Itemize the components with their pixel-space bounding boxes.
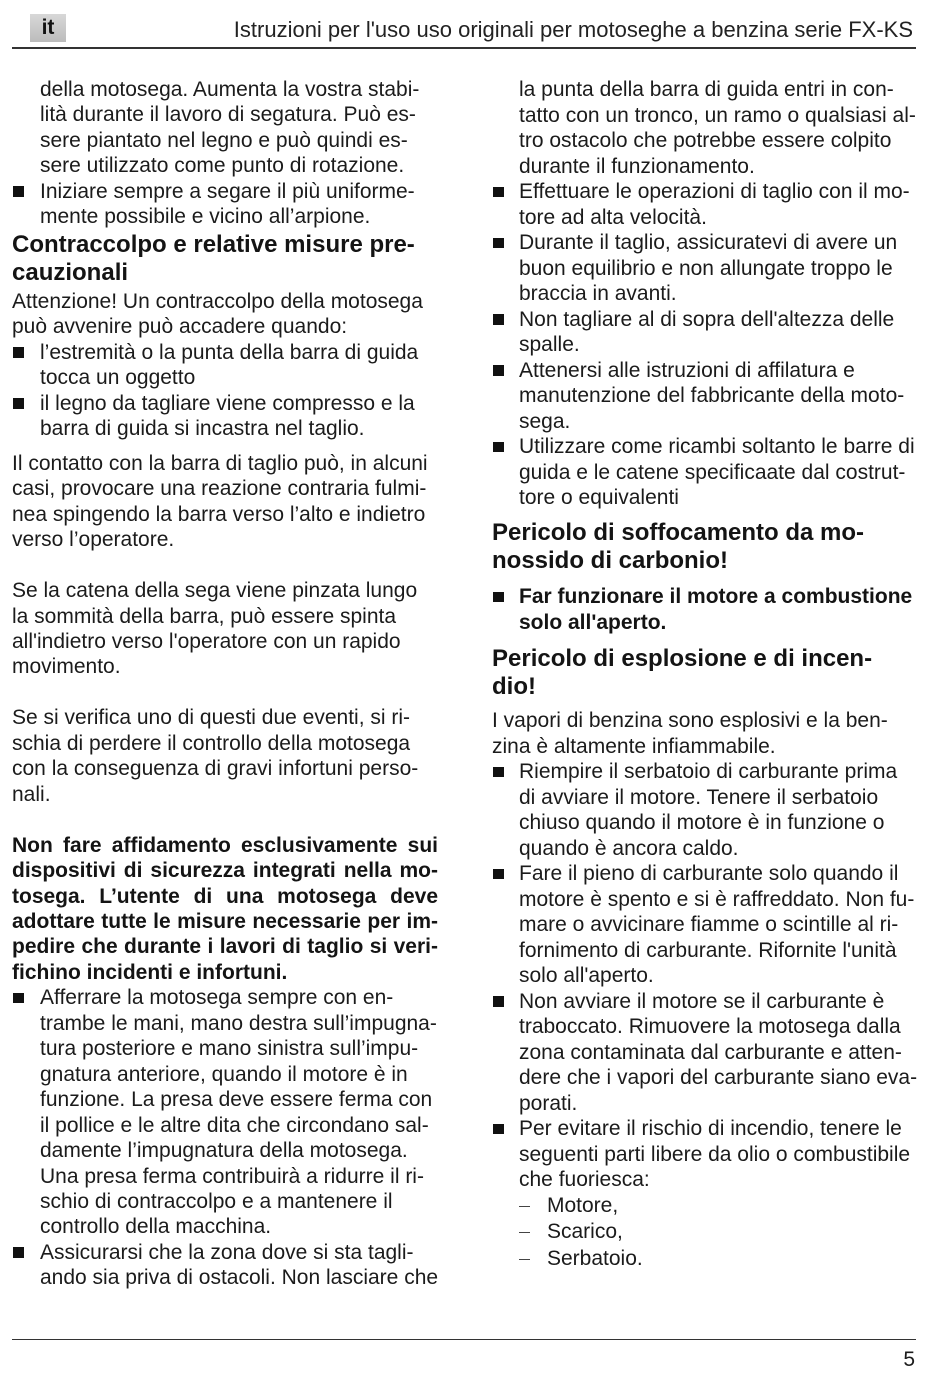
bold-bullet-item xyxy=(492,584,920,635)
text-line: fornimento di carburante. Rifornite l'unità xyxy=(519,938,897,962)
text-line: la punta della barra di guida entri in con- xyxy=(519,78,894,101)
text-line: all'indietro verso l'operatore con un rapido xyxy=(12,629,401,653)
text-line: Fare il pieno di carburante solo quando il xyxy=(519,862,899,885)
text-line: tore ad alta velocità. xyxy=(519,205,707,229)
left-column xyxy=(12,77,438,1291)
text-line: adottare tutte le misure necessarie per im- xyxy=(12,910,438,934)
text-line: gnatura anteriore, quando il motore è in xyxy=(40,1062,408,1086)
text-line: zona contaminata dal carburante e atten- xyxy=(519,1040,902,1064)
text-line: spalle. xyxy=(519,333,580,356)
heading-line: cauzionali xyxy=(12,259,129,287)
square-bullet-icon xyxy=(493,996,504,1007)
text-line: quando è ancora caldo. xyxy=(519,836,739,860)
header-divider xyxy=(12,47,916,49)
text-line: Assicurarsi che la zona dove si sta tagli- xyxy=(40,1240,414,1264)
text-line: schio di contraccolpo e a mantenere il xyxy=(40,1190,393,1214)
paragraph xyxy=(12,289,438,340)
text-line: pedire che durante i lavori di taglio si veri- xyxy=(12,935,438,959)
text-line: della motosega. Aumenta la vostra stabi- xyxy=(40,78,420,101)
text-line: schia di perdere il controllo della motosega xyxy=(12,731,411,755)
bullet-item xyxy=(492,989,920,1117)
section-heading xyxy=(492,645,920,702)
text-line: Il contatto con la barra di taglio può, in alcuni xyxy=(12,451,428,475)
bullet-item xyxy=(492,179,920,230)
text-line: motore è spento e si è raffreddato. Non fu- xyxy=(519,887,915,911)
text-line: con la conseguenza di gravi infortuni perso- xyxy=(12,757,419,781)
text-line: porati. xyxy=(519,1091,578,1115)
square-bullet-icon xyxy=(13,347,24,358)
text-line: movimento. xyxy=(12,655,121,679)
text-line: Attenzione! Un contraccolpo della motosega xyxy=(12,290,423,314)
text-line: il legno da tagliare viene compresso e la xyxy=(40,391,415,415)
text-line: Scarico, xyxy=(547,1220,623,1243)
text-line: nea spingendo la barra verso l’alto e indietro xyxy=(12,502,426,526)
text-line: Se si verifica uno di questi due eventi, si ri- xyxy=(12,706,411,730)
text-line: Iniziare sempre a segare il più uniforme- xyxy=(40,179,415,203)
paragraph xyxy=(12,578,438,680)
text-line: il pollice e le altre dita che circondano sal- xyxy=(40,1113,429,1137)
dash-list-item xyxy=(492,1246,920,1273)
square-bullet-icon xyxy=(493,238,504,249)
square-bullet-icon xyxy=(493,365,504,376)
header-title: Istruzioni per l'uso uso originali per motoseghe a benzina serie FX-KS xyxy=(233,17,913,42)
paragraph xyxy=(12,705,438,807)
text-line: zina è altamente infiammabile. xyxy=(492,734,776,758)
square-bullet-icon xyxy=(493,314,504,325)
text-line: Afferrare la motosega sempre con en- xyxy=(40,986,394,1010)
footer-divider xyxy=(12,1339,916,1340)
heading-line: Pericolo di soffocamento da mo- xyxy=(492,518,865,546)
bullet-item xyxy=(492,358,920,435)
text-line: mare o avvicinare fiamme o scintille al ri- xyxy=(519,913,899,936)
text-line: tore o equivalenti xyxy=(519,486,679,509)
bullet-item xyxy=(492,861,920,989)
section-heading xyxy=(12,231,438,288)
text-line: nali. xyxy=(12,782,51,806)
bullet-item xyxy=(492,307,920,358)
text-line: sere utilizzato come punto di rotazione. xyxy=(40,154,405,178)
heading-line: nossido di carbonio! xyxy=(492,547,729,574)
text-line: I vapori di benzina sono esplosivi e la ben- xyxy=(492,709,888,732)
text-line: Una presa ferma contribuirà a ridurre il ri- xyxy=(40,1164,424,1188)
right-column xyxy=(492,77,920,1272)
text-line: di avviare il motore. Tenere il serbatoio xyxy=(519,785,879,809)
text-line: controllo della macchina. xyxy=(40,1215,272,1239)
text-line: Per evitare il rischio di incendio, tenere le xyxy=(519,1117,902,1140)
bullet-item xyxy=(492,434,920,511)
text-line: l’estremità o la punta della barra di guida xyxy=(40,340,419,364)
text-line: verso l’operatore. xyxy=(12,528,175,552)
text-line: Riempire il serbatoio di carburante prima xyxy=(519,760,898,783)
square-bullet-icon xyxy=(13,186,24,197)
bold-warning-paragraph xyxy=(12,833,438,986)
text-line: Far funzionare il motore a combustione xyxy=(519,585,913,608)
text-line: chiuso quando il motore è in funzione o xyxy=(519,811,885,834)
bullet-item-continued xyxy=(12,77,438,179)
square-bullet-icon xyxy=(493,187,504,198)
text-line: funzione. La presa deve essere ferma con xyxy=(40,1088,433,1112)
text-line: sere piantato nel legno e può quindi es- xyxy=(40,128,408,152)
paragraph xyxy=(12,451,438,553)
page-number: 5 xyxy=(903,1348,915,1371)
dash-list-item xyxy=(492,1219,920,1246)
text-line: fichino incidenti e infortuni. xyxy=(12,960,288,984)
text-line: dere che i vapori del carburante siano eva- xyxy=(519,1066,918,1089)
heading-line: dio! xyxy=(492,673,536,700)
section-heading xyxy=(492,519,920,576)
text-line: Se la catena della sega viene pinzata lungo xyxy=(12,579,418,603)
dash-bullet-icon xyxy=(519,1232,530,1233)
text-line: damente l’impugnatura della motosega. xyxy=(40,1139,408,1163)
text-line: tosega. L’utente di una motosega deve xyxy=(12,884,438,908)
text-line: Utilizzare come ricambi soltanto le barre di xyxy=(519,435,915,458)
text-line: seguenti parti libere da olio o combustibile xyxy=(519,1142,911,1166)
square-bullet-icon xyxy=(493,767,504,778)
text-line: ando sia priva di ostacoli. Non lasciare che xyxy=(40,1266,439,1290)
text-line: manutenzione del fabbricante della moto- xyxy=(519,384,905,407)
text-line: che fuoriesca: xyxy=(519,1168,650,1191)
bullet-item xyxy=(492,230,920,307)
bullet-item xyxy=(12,179,438,230)
square-bullet-icon xyxy=(13,1247,24,1258)
text-line: Non tagliare al di sopra dell'altezza delle xyxy=(519,307,895,331)
dash-bullet-icon xyxy=(519,1206,530,1207)
heading-line: Pericolo di esplosione e di incen- xyxy=(492,644,873,672)
text-line: tura posteriore e mano sinistra sull’impu- xyxy=(40,1037,419,1061)
text-line: può avvenire può accadere quando: xyxy=(12,315,348,339)
text-line: tro ostacolo che potrebbe essere colpito xyxy=(519,129,892,152)
text-line: Attenersi alle istruzioni di affilatura e xyxy=(519,358,855,382)
text-line: solo all'aperto. xyxy=(519,610,667,634)
text-line: guida e le catene specificaate dal costrut- xyxy=(519,460,906,484)
text-line: solo all'aperto. xyxy=(519,964,654,987)
square-bullet-icon xyxy=(493,442,504,453)
text-line: trambe le mani, mano destra sull’impugna- xyxy=(40,1011,437,1035)
text-line: Non fare affidamento esclusivamente sui xyxy=(12,833,438,857)
text-line: traboccato. Rimuovere la motosega dalla xyxy=(519,1015,901,1038)
square-bullet-icon xyxy=(493,592,504,603)
square-bullet-icon xyxy=(493,1124,504,1135)
text-line: mente possibile e vicino all’arpione. xyxy=(40,205,371,229)
bullet-item xyxy=(492,1116,920,1193)
text-line: Durante il taglio, assicuratevi di avere un xyxy=(519,231,898,254)
bullet-item xyxy=(12,391,438,442)
bullet-item xyxy=(12,340,438,391)
heading-line: Contraccolpo e relative misure pre- xyxy=(12,230,415,258)
bullet-item xyxy=(12,985,438,1240)
text-line: dispositivi di sicurezza integrati nella mo- xyxy=(12,859,438,883)
paragraph xyxy=(492,708,920,759)
text-line: durante il funzionamento. xyxy=(519,154,755,178)
square-bullet-icon xyxy=(493,869,504,880)
language-badge: it xyxy=(30,14,66,42)
bullet-item xyxy=(12,1240,438,1291)
text-line: tatto con un tronco, un ramo o qualsiasi al- xyxy=(519,103,916,127)
square-bullet-icon xyxy=(13,398,24,409)
square-bullet-icon xyxy=(13,993,24,1004)
text-line: casi, provocare una reazione contraria fulmi- xyxy=(12,477,427,501)
text-line: tocca un oggetto xyxy=(40,366,196,390)
text-line: Serbatoio. xyxy=(547,1246,643,1270)
text-line: Motore, xyxy=(547,1193,619,1217)
text-line: braccia in avanti. xyxy=(519,282,677,305)
text-line: lità durante il lavoro di segatura. Può es- xyxy=(40,103,416,127)
text-line: buon equilibrio e non allungate troppo le xyxy=(519,256,893,280)
text-line: la sommità della barra, può essere spinta xyxy=(12,604,397,628)
bullet-item xyxy=(492,759,920,861)
bullet-item-continued xyxy=(492,77,920,179)
text-line: Effettuare le operazioni di taglio con il mo- xyxy=(519,180,910,203)
text-line: Non avviare il motore se il carburante è xyxy=(519,989,885,1013)
text-line: barra di guida si incastra nel taglio. xyxy=(40,417,365,441)
dash-bullet-icon xyxy=(519,1259,530,1260)
text-line: sega. xyxy=(519,409,571,433)
dash-list-item xyxy=(492,1193,920,1220)
